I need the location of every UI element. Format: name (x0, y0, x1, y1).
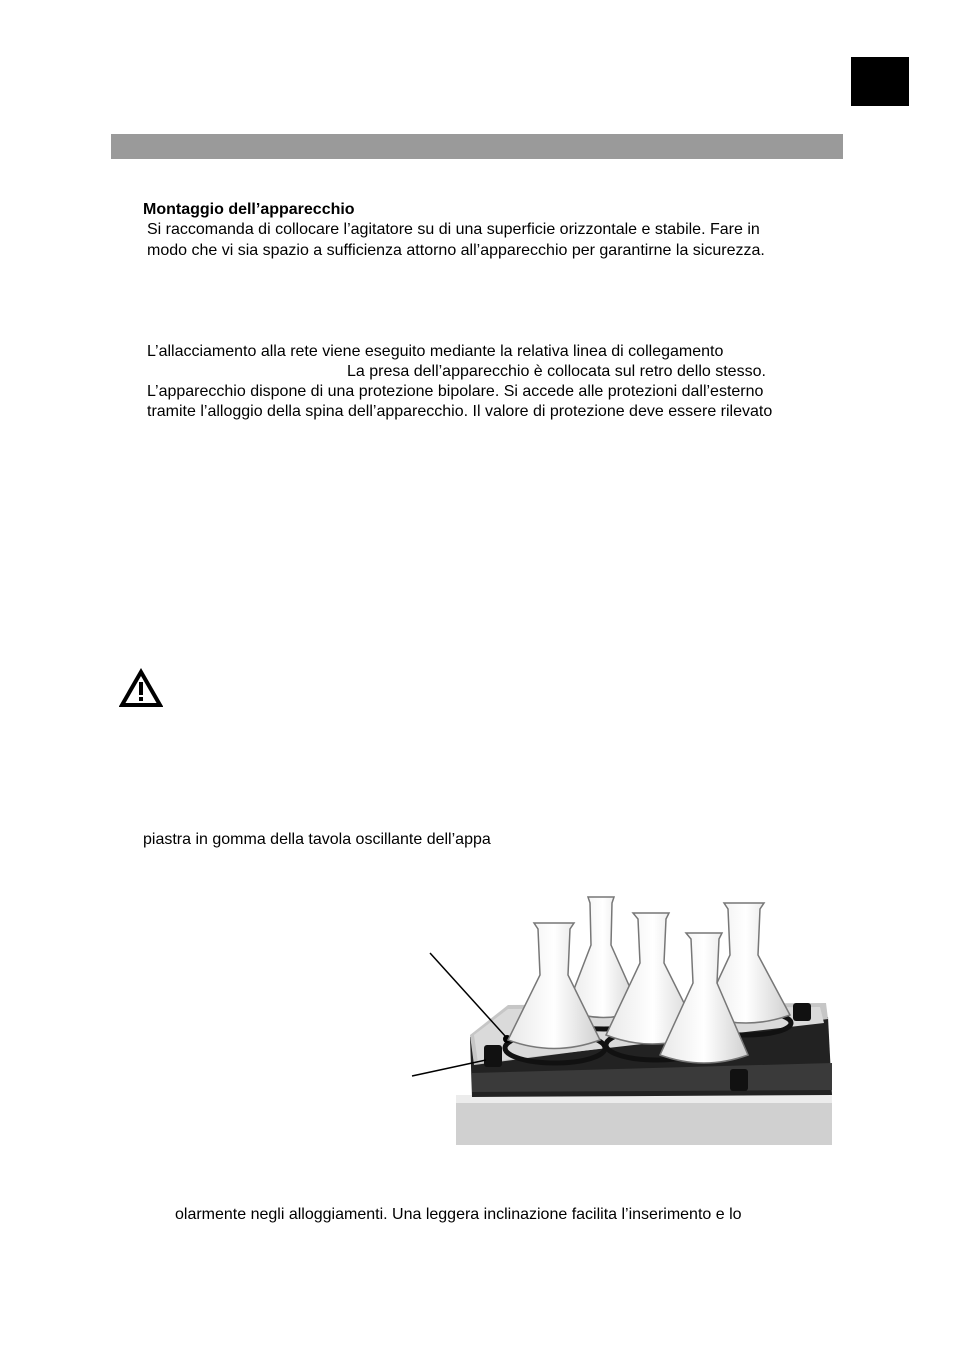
paragraph-line: olarmente negli alloggiamenti. Una leggera inclinazione facilita l’inserimento e lo (175, 1206, 742, 1223)
shaker-with-flasks-photo (408, 885, 834, 1145)
paragraph-line: L’allacciamento alla rete viene eseguito mediante la relativa linea di collegamento (147, 343, 724, 360)
paragraph-line: piastra in gomma della tavola oscillante dell’appa (143, 831, 491, 848)
paragraph-line: Si raccomanda di collocare l’agitatore su di una superficie orizzontale e stabile. Fare in (147, 221, 760, 238)
section-header-bar (111, 134, 843, 159)
warning-triangle-icon (119, 668, 163, 708)
language-tab-marker (851, 57, 909, 106)
paragraph-line: tramite l’alloggio della spina dell’apparecchio. Il valore di protezione deve essere rilevato (147, 403, 773, 420)
paragraph-line: La presa dell’apparecchio è collocata sul retro dello stesso. (347, 363, 766, 380)
paragraph-line: L’apparecchio dispone di una protezione bipolare. Si accede alle protezioni dall’esterno (147, 383, 764, 400)
paragraph-line: modo che vi sia spazio a sufficienza attorno all’apparecchio per garantirne la sicurezza. (147, 242, 765, 259)
section-heading: Montaggio dell’apparecchio (143, 201, 355, 218)
